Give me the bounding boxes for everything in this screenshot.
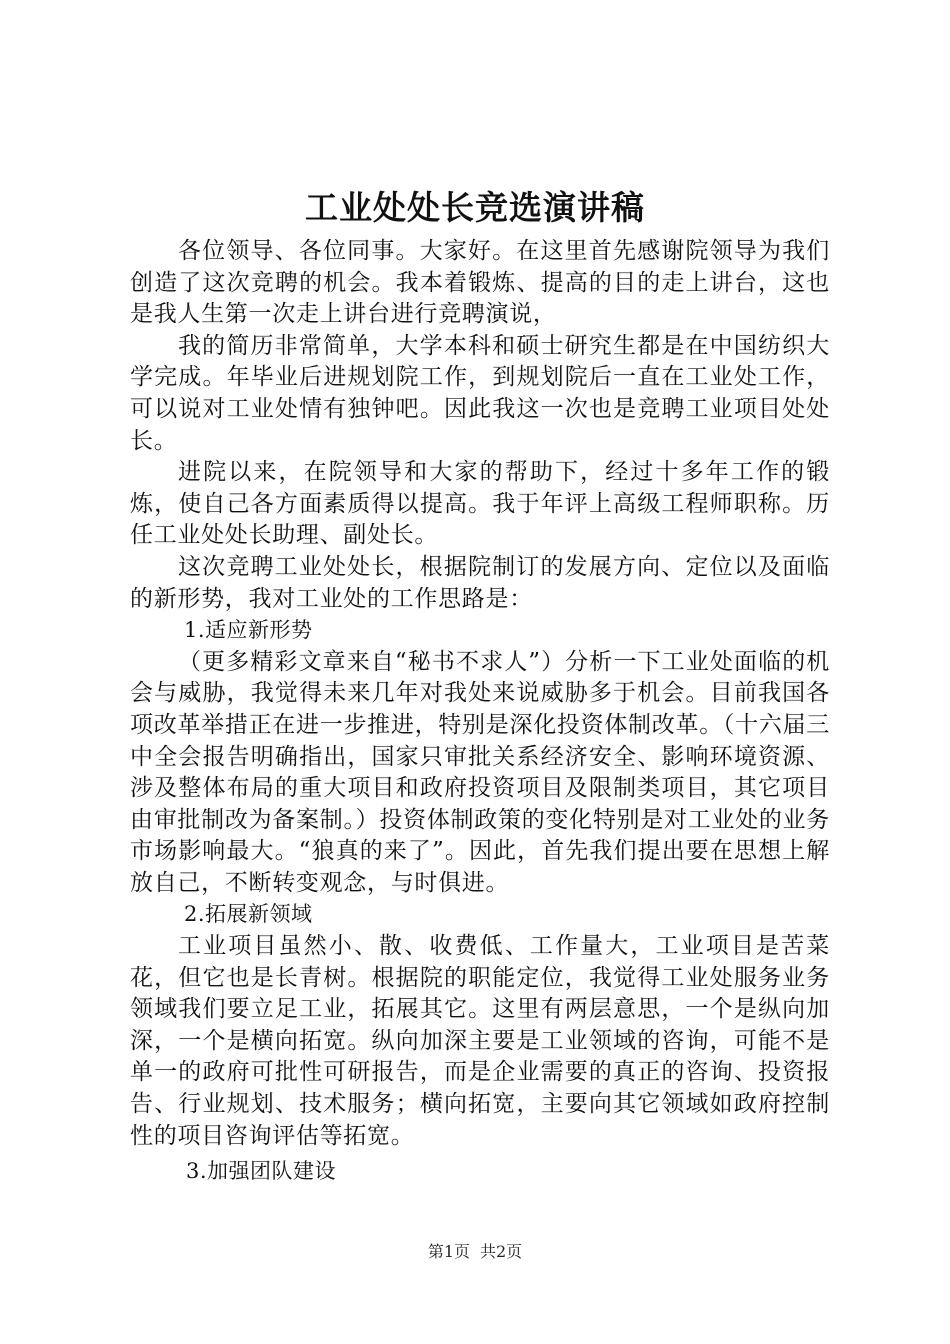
section-heading-3: 3.加强团队建设 — [186, 1159, 337, 1184]
paragraph-new-fields: 工业项目虽然小、散、收费低、工作量大，工业项目是苦菜花，但它也是长青树。根据院的职能定位，我觉得工业处服务业务领域我们要立足工业，拓展其它。这里有两层意思，一个是纵向加深，一个是横向拓宽。纵向加深主要是工业领域的咨询，可能不是单一的政府可批性可研报告，而是企业需要的真正的咨询、投资报告、行业规划、技术服务；横向拓宽，主要向其它领域如政府控制性的项目咨询评估等拓宽。 — [130, 933, 830, 1149]
page-total: 共2页 — [480, 1242, 523, 1261]
section-heading-2: 2.拓展新领域 — [184, 902, 313, 927]
section-heading-1: 1.适应新形势 — [184, 618, 313, 643]
document-title: 工业处处长竞选演讲稿 — [305, 188, 645, 227]
document-body — [130, 236, 830, 1188]
paragraph-work-plan-intro: 这次竞聘工业处处长，根据院制订的发展方向、定位以及面临的新形势，我对工业处的工作思路是： — [130, 553, 830, 612]
paragraph-greeting: 各位领导、各位同事。大家好。在这里首先感谢院领导为我们创造了这次竞聘的机会。我本着锻炼、提高的目的走上讲台，这也是我人生第一次走上讲台进行竞聘演说， — [130, 238, 830, 328]
paragraph-experience: 进院以来，在院领导和大家的帮助下，经过十多年工作的锻炼，使自己各方面素质得以提高。我于年评上高级工程师职称。历任工业处处长助理、副处长。 — [130, 459, 830, 549]
paragraph-resume: 我的简历非常简单，大学本科和硕士研究生都是在中国纺织大学完成。年毕业后进规划院工作，到规划院后一直在工业处工作，可以说对工业处情有独钟吧。因此我这一次也是竞聘工业项目处处长。 — [130, 332, 830, 454]
page-number: 第1页 — [427, 1242, 470, 1261]
paragraph-new-situation: （更多精彩文章来自“秘书不求人”）分析一下工业处面临的机会与威胁，我觉得未来几年对我处来说威胁多于机会。目前我国各项改革举措正在进一步推进，特别是深化投资体制改革。（十六届三中全会报告明确指出，国家只审批关系经济安全、影响环境资源、涉及整体布局的重大项目和政府投资项目及限制类项目，其它项目由审批制改为备案制。）投资体制政策的变化特别是对工业处的业务市场影响最大。“狼真的来了”。因此，首先我们提出要在思想上解放自己，不断转变观念，与时俱进。 — [130, 648, 830, 896]
page-footer — [0, 1242, 950, 1262]
